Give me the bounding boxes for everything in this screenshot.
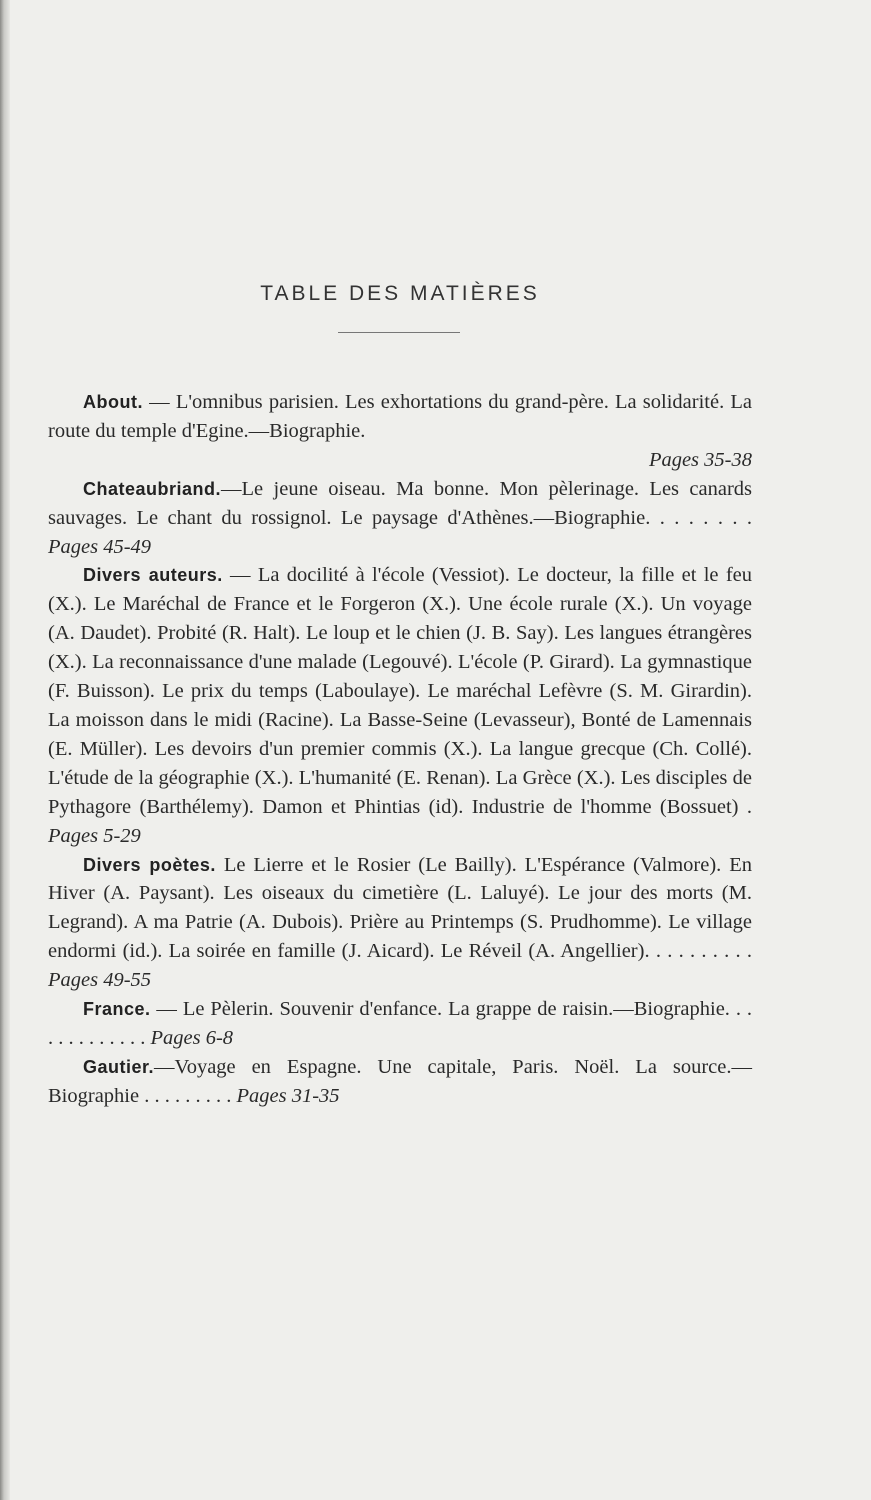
toc-entry-author: About. [83,392,143,412]
toc-entry-chateaubriand [48,475,752,562]
toc-entry-pages: Pages 49-55 [48,969,152,992]
toc-entry-text: —Le jeune oiseau. Ma bonne. Mon pèlerinage. Les canards sauvages. Le chant du rossignol. Le paysage d'Athènes.—Biographie. . . . . . . . [48,477,752,529]
toc-entry-text: — L'omnibus parisien. Les exhortations du grand-père. La solidarité. La route du temple d'Egine.—Biographie. [48,391,752,442]
toc-entry-pages: Pages 35-38 [648,448,752,471]
toc-entry-author: Divers poètes. [83,854,216,875]
toc-entry-text: — La docilité à l'école (Vessiot). Le docteur, la fille et le feu (X.). Le Maréchal de France et le Forgeron (X.). Une école rurale (X.). Un voyage (A. Daudet). Probité (R. Halt). Le loup et le chien (J. B. Say). Les langues étrangères (X.). La reconnaissance d'une malade (Legouvé). L'école (P. Girard). La gymnastique (F. Buisson). Le prix du temps (Laboulaye). Le maréchal Lefèvre (S. M. Girardin). La moisson dans le midi (Racine). La Basse-Seine (Levasseur), Bonté de Lamennais (E. Müller). Les devoirs d'un premier commis (X.). La langue grecque (Ch. Collé). L'étude de la géographie (X.). L'humanité (E. Renan). La Grèce (X.). Les disciples de Pythagore (Barthélemy). Damon et Phintias (id). Industrie de l'homme (Bossuet) . [48,564,753,818]
toc-entry-pages: Pages 5-29 [48,824,141,847]
toc-entry-divers-auteurs [48,561,752,850]
toc-entry-author: Divers auteurs. [83,565,223,586]
toc-entry-pages: Pages 6-8 [150,1026,234,1049]
toc-entry-france [48,995,752,1053]
toc-entry-text: —Voyage en Espagne. Une capitale, Paris. Noël. La source.—Biographie . . . . . . . . . [48,1055,752,1107]
table-of-contents [48,388,752,1111]
page-title: TABLE DES MATIÈRES [260,282,540,306]
toc-entry-gautier [48,1053,752,1111]
toc-entry-text: Le Lierre et le Rosier (Le Bailly). L'Espérance (Valmore). En Hiver (A. Paysant). Les oiseaux du cimetière (L. Laluyé). Le jour des morts (M. Legrand). A ma Patrie (A. Dubois). Prière au Printemps (S. Prudhomme). Le village endormi (id.). La soirée en famille (J. Aicard). Le Réveil (A. Angellier). . . . . . . . . . [48,853,752,963]
toc-entry-author: Gautier. [83,1056,155,1077]
toc-entry-author: France. [83,999,151,1020]
toc-entry-divers-poetes [48,851,752,996]
toc-entry-author: Chateaubriand. [83,478,222,499]
title-divider [338,332,460,333]
toc-entry-about [48,388,752,475]
toc-entry-pages: Pages 31-35 [236,1084,340,1107]
toc-entry-text: — Le Pèlerin. Souvenir d'enfance. La grappe de raisin.—Biographie. . . . . . . . . . . . . [48,998,752,1049]
toc-entry-pages: Pages 45-49 [48,535,152,558]
